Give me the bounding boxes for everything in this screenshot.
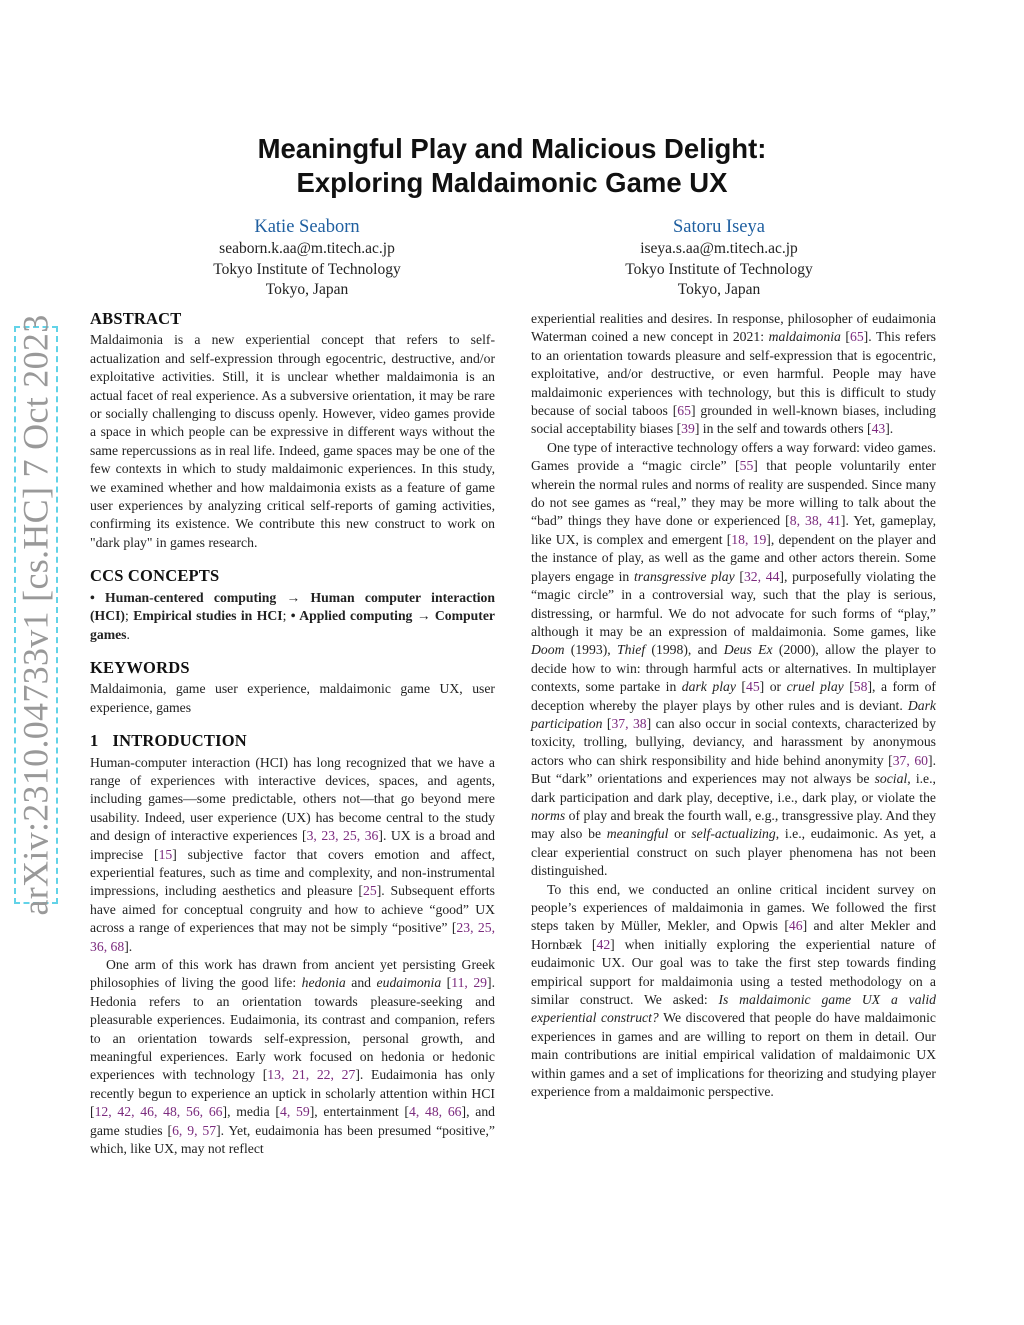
citation-link[interactable]: 3, 23, 25, 36 (306, 828, 379, 844)
paper-title (0, 132, 1024, 200)
citation-link[interactable]: 55 (739, 458, 754, 474)
citation-link[interactable]: 39 (681, 421, 695, 437)
abstract-heading: ABSTRACT (90, 309, 182, 328)
left-column (90, 310, 495, 1158)
citation-link[interactable]: 18, 19 (731, 531, 767, 547)
author-location: Tokyo, Japan (677, 281, 761, 298)
author-institution: Tokyo Institute of Technology (213, 260, 401, 278)
citation-link[interactable]: 23, 25, 36, 68 (90, 920, 495, 954)
right-paragraph-3: To this end, we conducted an online critical incident survey on people’s experiences of maldaimonia in games. We followed the first steps taken by Müller, Mekler, and Opwis [46] and alter Mekler and Hornbæk [42] when initially exploring the experiential nature of eudaimonic UX. Our goal was to take the first step towards finding empirical support for maldaimonia using a tested methodology on a similar construct. We asked: Is maldaimonic game UX a valid experiential construct? We discovered that people do have maldaimonic experiences in games and are willing to report on them in detail. Our main contributions are initial empirical validation of maldaimonic UX within games and a set of implications for theorizing and studying player experience from a maldaimonic perspective. (531, 881, 937, 1100)
author-block-1 (147, 215, 467, 301)
citation-link[interactable]: 37, 38 (611, 715, 647, 731)
citation-link[interactable]: 11, 29 (451, 975, 488, 991)
citation-link[interactable]: 8, 38, 41 (789, 513, 841, 529)
citation-link[interactable]: 25 (363, 883, 377, 899)
title-line-1: Meaningful Play and Malicious Delight: (257, 133, 767, 164)
citation-link[interactable]: 42 (596, 936, 611, 952)
citation-link[interactable]: 32, 44 (743, 568, 780, 584)
citation-link[interactable]: 4, 48, 66 (408, 1104, 462, 1120)
citation-link[interactable]: 15 (158, 846, 173, 862)
citation-link[interactable]: 13, 21, 22, 27 (267, 1067, 356, 1083)
introduction-section (90, 732, 495, 1158)
citation-link[interactable]: 6, 9, 57 (172, 1122, 217, 1138)
author-email: iseya.s.aa@m.titech.ac.jp (640, 240, 798, 257)
citation-link[interactable]: 46 (788, 918, 803, 934)
right-column (531, 310, 936, 1101)
citation-link[interactable]: 12, 42, 46, 48, 56, 66 (94, 1104, 223, 1120)
author-email: seaborn.k.aa@m.titech.ac.jp (219, 240, 395, 257)
citation-link[interactable]: 4, 59 (279, 1104, 310, 1120)
keywords-text: Maldaimonia, game user experience, maldaimonic game UX, user experience, games (90, 681, 495, 715)
arxiv-stamp-text: arXiv:2310.04733v1 [cs.HC] 7 Oct 2023 (16, 314, 56, 916)
keywords-section (90, 659, 495, 717)
citation-link[interactable]: 65 (677, 403, 691, 419)
intro-paragraph-2: One arm of this work has drawn from ancient yet persisting Greek philosophies of living the good life: hedonia and eudaimonia [11, 29]. Hedonia refers to an orientation towards pleasure-seeking and pleasurable experiences. Eudaimonia, its contrast and companion, refers to an orientation towards self-expression, personal growth, and meaningful experiences. Early work focused on hedonia or hedonic experiences with technology [13, 21, 22, 27]. Eudaimonia has only recently begun to experience an uptick in scholarly attention within HCI [12, 42, 46, 48, 56, 66], media [4, 59], entertainment [4, 48, 66], and game studies [6, 9, 57]. Yet, eudaimonia has been presumed “positive,” which, like UX, may not reflect (90, 957, 496, 1157)
citation-link[interactable]: 65 (849, 329, 864, 345)
author-block-2 (559, 215, 879, 301)
ccs-section (90, 567, 495, 644)
intro-paragraph-1: Human-computer interaction (HCI) has long recognized that we have a range of experiences with interactive devices, spaces, and agents, including games—some predictable, others not—that go beyond mere usability. Indeed, user experience (UX) has become central to the study and design of interactive experiences [3, 23, 25, 36]. UX is a broad and imprecise [15] subjective factor that covers emotion and affect, experiential features, such as time and complexity, and non-instrumental impressions, including aesthetics and pleasure [25]. Subsequent efforts have aimed for conceptual congruity and how to achieve “good” UX across a range of experiences that may not be simply “positive” [23, 25, 36, 68]. (90, 754, 496, 954)
citation-link[interactable]: 43 (871, 421, 886, 437)
citation-link[interactable]: 37, 60 (892, 752, 929, 768)
keywords-heading: KEYWORDS (90, 657, 190, 677)
author-name[interactable]: Satoru Iseya (673, 217, 765, 237)
arxiv-stamp (14, 314, 58, 916)
right-paragraph-2: One type of interactive technology offers a way forward: video games. Games provide a “magic circle” [55] that people voluntarily enter wherein the normal rules and norms of reality are suspended. Since many do not see games as “real,” they may be more willing to talk about the “bad” things they have done or experienced [8, 38, 41]. Yet, gameplay, like UX, is complex and emergent [18, 19], dependent on the player and the instance of play, as well as the game and other actors therein. Some players engage in transgressive play [32, 44], purposefully violating the “magic circle” in a controversial way, such that the play is serious, distressing, or harmful. We do not advocate for such forms of “play,” although it may be an expression of maldaimonia. Some games, like Doom (1993), Thief (1998), and Deus Ex (2000), allow the player to decide how to win: through harmful acts or alternatives. In multiplayer contexts, some partake in dark play [45] or cruel play [58], a form of deception whereby the player plays by other rules and is deviant. Dark participation [37, 38] can also occur in social contexts, characterized by toxicity, trolling, bullying, deviancy, and harassment by anonymous actors who can shirk responsibility and hide behind anonymity [37, 60]. But “dark” orientations and experiences may not always be social, i.e., dark participation and dark play, deceptive, i.e., dark play, or violate the norms of play and break the fourth wall, e.g., transgressive play. And they may also be meaningful or self-actualizing, i.e., eudaimonic. As yet, a clear experiential construct on such player phenomena has not been distinguished. (531, 439, 937, 879)
ccs-text: • Human-centered computing → Human computer interaction (HCI); Empirical studies in HCI; • Applied computing → Computer games. (90, 589, 496, 642)
abstract-section (90, 310, 495, 552)
ccs-heading: CCS CONCEPTS (90, 566, 220, 586)
abstract-text: Maldaimonia is a new experiential concept that refers to self-actualization and self-expression through egocentric, destructive, and/or exploitative activities. Still, it is unclear whether maldaimonia is an actual facet of real experience. As a subversive orientation, it may be rare or socially challenging to discuss openly. However, video games provide a space in which people can be expressive in different ways without the same repercussions as in real life. Indeed, game spaces may be one of the few contexts in which to study maldaimonic experiences. In this study, we examined whether and how maldaimonia exists as a feature of game user experiences by analyzing critical self-reports of gaming activities, confirming its existence. We contribute this new construct to work on "dark play" in games research. (90, 332, 495, 550)
title-line-2: Exploring Maldaimonic Game UX (296, 167, 728, 198)
right-paragraph-1: experiential realities and desires. In response, philosopher of eudaimonia Waterman coined a new concept in 2021: maldaimonia [65]. This refers to an orientation towards pleasure and self-expression that is egocentric, exploitative, and/or destructive, or even harmful. People may have maldaimonic experiences with technology, but this is difficult to study because of social taboos [65] grounded in well-known biases, including social acceptability biases [39] in the self and towards others [43]. (531, 311, 937, 437)
citation-link[interactable]: 45 (745, 679, 760, 695)
introduction-heading: 1 INTRODUCTION (90, 731, 247, 751)
citation-link[interactable]: 58 (853, 679, 868, 695)
author-institution: Tokyo Institute of Technology (625, 260, 813, 278)
author-name[interactable]: Katie Seaborn (254, 217, 360, 237)
author-location: Tokyo, Japan (265, 281, 349, 298)
